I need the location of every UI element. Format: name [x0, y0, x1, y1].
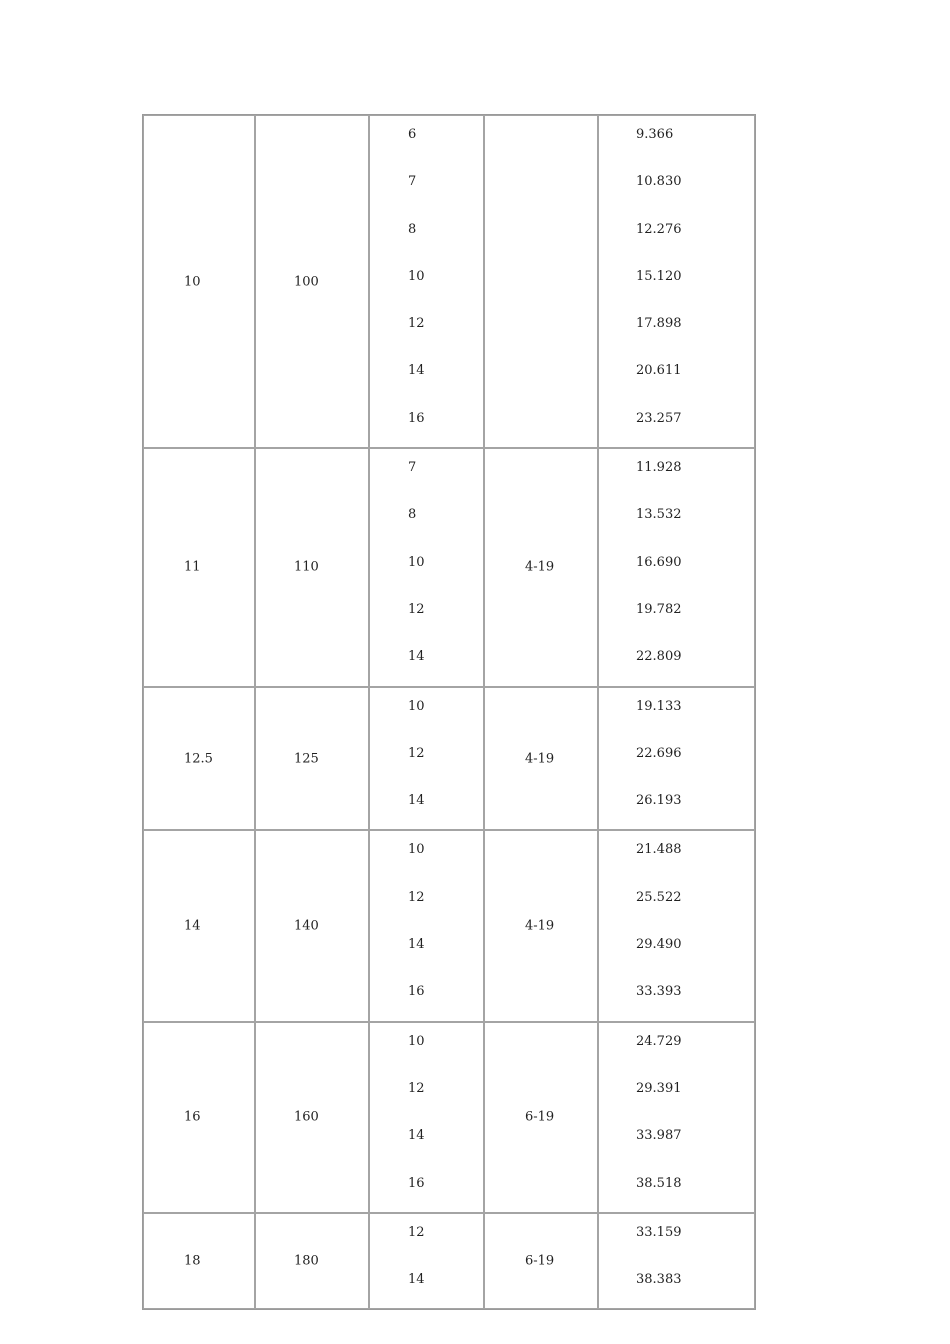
width-cell [255, 115, 369, 448]
angle-steel-table [142, 114, 756, 1310]
mass-cell [598, 1022, 755, 1213]
thickness-cell-value: 12 [408, 316, 425, 332]
mass-cell-value: 26.193 [636, 793, 682, 809]
width-cell [255, 687, 369, 831]
table-row [143, 115, 755, 448]
mass-cell-value: 15.120 [636, 268, 682, 284]
thickness-cell-value: 8 [408, 221, 417, 237]
size-number-cell [143, 830, 255, 1021]
thickness-cell-value: 14 [408, 363, 425, 379]
thickness-cell-value: 12 [408, 601, 425, 617]
thickness-cell-value: 12 [408, 889, 425, 905]
thickness-cell-value: 10 [408, 1033, 425, 1049]
mass-cell [598, 687, 755, 831]
width-cell-text: 125 [294, 751, 319, 766]
mass-cell-value: 38.518 [636, 1175, 682, 1191]
radius-cell [484, 115, 598, 448]
mass-cell-value: 19.782 [636, 601, 682, 617]
thickness-cell-value: 14 [408, 1272, 425, 1288]
mass-cell [598, 115, 755, 448]
table-row [143, 1213, 755, 1310]
width-cell [255, 1022, 369, 1213]
size-number-cell-text: 14 [184, 918, 201, 934]
mass-cell-value: 24.729 [636, 1033, 682, 1049]
thickness-cell-value: 14 [408, 1128, 425, 1144]
thickness-cell-value: 16 [408, 984, 425, 1000]
width-cell-text: 110 [294, 559, 319, 575]
mass-cell-value: 10.830 [636, 174, 682, 190]
mass-cell [598, 448, 755, 686]
thickness-cell [369, 448, 484, 686]
size-number-cell [143, 1213, 255, 1310]
radius-cell [484, 687, 598, 831]
mass-cell-value: 29.391 [636, 1080, 682, 1096]
thickness-cell-value: 16 [408, 1175, 425, 1191]
mass-cell-value: 9.366 [636, 127, 674, 142]
size-number-cell [143, 448, 255, 686]
width-cell [255, 1213, 369, 1310]
table-body [143, 115, 755, 1309]
mass-cell-value: 29.490 [636, 937, 682, 953]
radius-cell-text: 6-19 [525, 1253, 555, 1269]
mass-cell-value: 33.393 [636, 984, 682, 1000]
thickness-cell-value: 7 [408, 174, 417, 190]
thickness-cell [369, 115, 484, 448]
thickness-cell-value: 14 [408, 649, 425, 665]
mass-cell-value: 33.159 [636, 1224, 682, 1240]
mass-cell-value: 16.690 [636, 554, 682, 570]
mass-cell-value: 21.488 [636, 842, 682, 858]
thickness-cell-value: 14 [408, 793, 425, 809]
thickness-cell-value: 10 [408, 554, 425, 570]
mass-cell [598, 1213, 755, 1310]
radius-cell-text: 6-19 [525, 1109, 555, 1125]
thickness-cell [369, 1213, 484, 1310]
size-number-cell-text: 10 [184, 274, 201, 290]
thickness-cell-value: 7 [408, 460, 417, 476]
mass-cell-value: 19.133 [636, 698, 682, 714]
mass-cell-value: 11.928 [636, 460, 682, 476]
thickness-cell-value: 16 [408, 410, 425, 426]
width-cell [255, 448, 369, 686]
mass-cell-value: 38.383 [636, 1272, 682, 1288]
size-number-cell [143, 115, 255, 448]
radius-cell-text: 4-19 [525, 918, 555, 934]
radius-cell [484, 448, 598, 686]
radius-cell-text: 4-19 [525, 559, 555, 575]
size-number-cell [143, 1022, 255, 1213]
size-number-cell-text: 11 [184, 559, 201, 575]
thickness-cell [369, 830, 484, 1021]
thickness-cell-value: 6 [408, 127, 417, 142]
thickness-cell-value: 12 [408, 745, 425, 761]
mass-cell-value: 12.276 [636, 221, 682, 237]
mass-cell-value: 22.696 [636, 745, 682, 761]
mass-cell-value: 33.987 [636, 1128, 682, 1144]
width-cell-text: 180 [294, 1253, 319, 1269]
thickness-cell-value: 12 [408, 1224, 425, 1240]
mass-cell-value: 23.257 [636, 410, 682, 426]
thickness-cell [369, 687, 484, 831]
thickness-cell-value: 10 [408, 698, 425, 714]
radius-cell [484, 830, 598, 1021]
thickness-cell [369, 1022, 484, 1213]
thickness-cell-value: 14 [408, 937, 425, 953]
thickness-cell-value: 8 [408, 507, 417, 523]
size-number-cell-text: 18 [184, 1253, 201, 1269]
width-cell-text: 140 [294, 918, 319, 934]
mass-cell-value: 13.532 [636, 507, 682, 523]
table-row [143, 448, 755, 686]
thickness-cell-value: 10 [408, 842, 425, 858]
size-number-cell-text: 16 [184, 1109, 201, 1125]
radius-cell-text: 4-19 [525, 751, 555, 766]
size-number-cell-text: 12.5 [184, 751, 213, 766]
mass-cell-value: 22.809 [636, 649, 682, 665]
radius-cell [484, 1213, 598, 1310]
mass-cell [598, 830, 755, 1021]
table-row [143, 830, 755, 1021]
size-number-cell [143, 687, 255, 831]
mass-cell-value: 25.522 [636, 889, 682, 905]
width-cell [255, 830, 369, 1021]
mass-cell-value: 17.898 [636, 316, 682, 332]
thickness-cell-value: 12 [408, 1080, 425, 1096]
thickness-cell-value: 10 [408, 268, 425, 284]
table-row [143, 1022, 755, 1213]
width-cell-text: 100 [294, 274, 319, 290]
radius-cell [484, 1022, 598, 1213]
width-cell-text: 160 [294, 1109, 319, 1125]
mass-cell-value: 20.611 [636, 363, 682, 379]
table-row [143, 687, 755, 831]
